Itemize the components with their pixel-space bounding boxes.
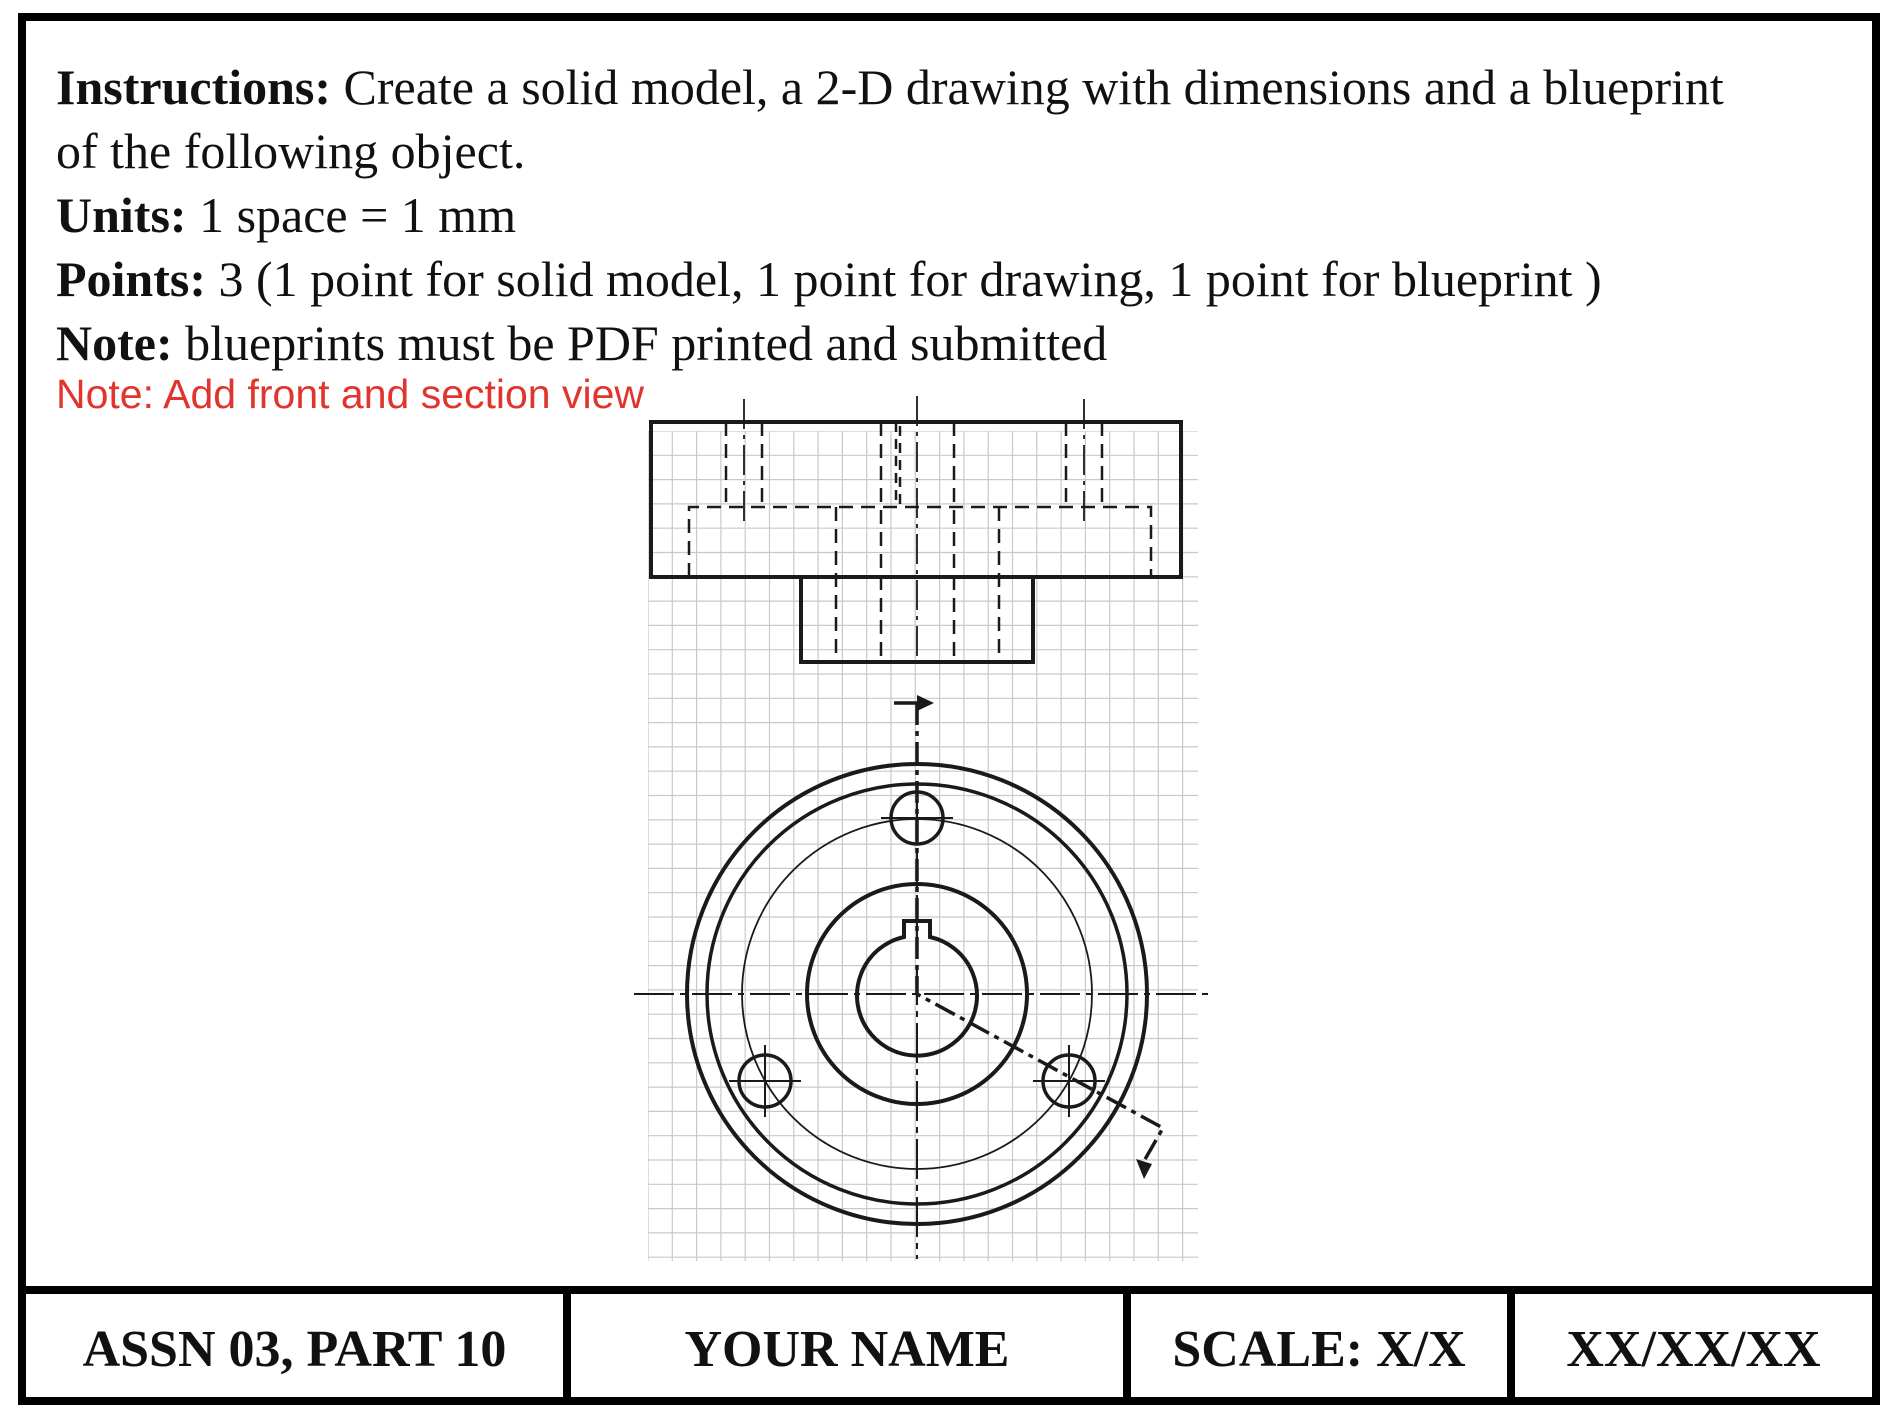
note-label: Note:: [56, 315, 173, 371]
assignment-cell: ASSN 03, PART 10: [26, 1294, 571, 1405]
title-block: [26, 1286, 1872, 1405]
units-text: 1 space = 1 mm: [186, 187, 517, 243]
red-note: Note: Add front and section view: [56, 371, 645, 417]
points-text: 3 (1 point for solid model, 1 point for drawing, 1 point for blueprint ): [206, 251, 1602, 307]
scale-cell: SCALE: X/X: [1131, 1294, 1515, 1405]
instructions-label: Instructions:: [56, 59, 332, 115]
name-cell: YOUR NAME: [571, 1294, 1131, 1405]
top-view: [651, 396, 1181, 662]
note-text: blueprints must be PDF printed and submitted: [172, 315, 1108, 371]
units-label: Units:: [56, 187, 187, 243]
date-cell: XX/XX/XX: [1566, 1321, 1821, 1378]
instructions-text: Create a solid model, a 2-D drawing with dimensions and a blueprint: [331, 59, 1724, 115]
assignment-sheet: [18, 13, 1880, 1405]
grid-paper: [648, 431, 1198, 1261]
instructions-line-2: of the following object.: [56, 123, 526, 179]
points-label: Points:: [56, 251, 206, 307]
technical-drawing: [26, 21, 1872, 1281]
